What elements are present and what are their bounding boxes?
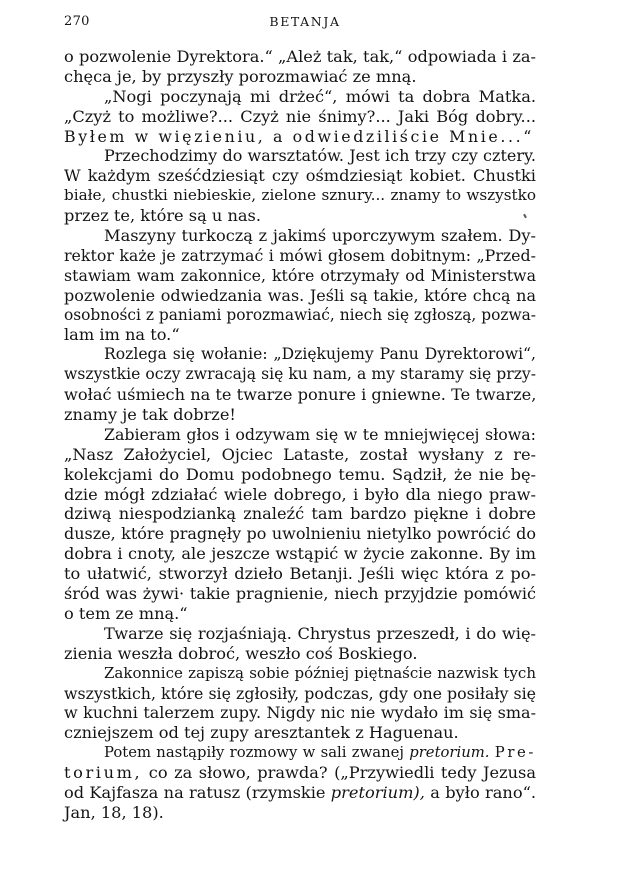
text-line bbox=[64, 783, 536, 803]
italic-term: pretorium), bbox=[330, 782, 425, 802]
text-line bbox=[64, 763, 536, 783]
text-line bbox=[64, 743, 536, 763]
text-line: osobności z paniami porozmawiać, niech się zgłoszą, pozwa- bbox=[64, 305, 536, 324]
text-line: „Nogi poczynają mi drżeć“, mówi ta dobra Matka. bbox=[104, 86, 536, 106]
paragraph-8 bbox=[64, 664, 536, 744]
text-line: kolekcjami do Domu podobnego temu. Sądził, że nie bę- bbox=[64, 464, 536, 484]
text-line: chęca je, by przyszły porozmawiać ze mną. bbox=[64, 66, 417, 86]
running-head: BETANJA bbox=[269, 14, 341, 29]
text-line: Byłem w więzieniu, a odwiedziliście Mnie...“ bbox=[64, 126, 534, 146]
text-line: Zabieram głos i odzywam się w te mniejwięcej słowa: bbox=[104, 424, 536, 444]
text-line: białe, chustki niebieskie, zielone sznury... znamy to wszystko bbox=[64, 186, 536, 205]
italic-term: pretorium. bbox=[409, 744, 490, 762]
text-line: lam im na to.“ bbox=[64, 325, 180, 345]
text-line: „Czyż to możliwe?... Czyż nie śnimy?... Jaki Bóg dobry... bbox=[64, 106, 536, 126]
text-span: Potem nastąpiły rozmowy w sali zwanej bbox=[104, 744, 404, 762]
text-line: Rozlega się wołanie: „Dziękujemy Panu Dyrektorowi“, bbox=[104, 345, 536, 364]
text-line: dziwą niespodzianką znaleźć tam bardzo piękne i dobre bbox=[64, 504, 536, 524]
text-line: „Nasz Założyciel, Ojciec Lataste, został wysłany z re- bbox=[64, 444, 536, 464]
paragraph-3 bbox=[64, 146, 536, 226]
paragraph-5 bbox=[64, 345, 536, 425]
paragraph-6 bbox=[64, 425, 536, 624]
text-line: śród was żywi· takie pragnienie, niech przyjdzie pomówić bbox=[64, 584, 536, 604]
text-line: wszystkich, które się zgłosiły, podczas, gdy one posiłały się bbox=[64, 683, 536, 703]
text-line: w kuchni talerzem zupy. Nigdy nic nie wydało im się sma- bbox=[64, 703, 536, 723]
page-header bbox=[64, 14, 536, 34]
text-line: przez te, które są u nas. bbox=[64, 206, 261, 226]
paragraph-4 bbox=[64, 226, 536, 345]
text-span: a było rano“. bbox=[430, 782, 536, 802]
text-line: o pozwolenie Dyrektora.“ „Ależ tak, tak,“ odpowiada i za- bbox=[64, 47, 536, 66]
text-line: o tem ze mną.“ bbox=[64, 603, 188, 623]
text-line: pozwolenie odwiedzania was. Jeśli są takie, które chcą na bbox=[64, 285, 536, 305]
text-span: torium, bbox=[64, 763, 143, 783]
page-number: 270 bbox=[64, 14, 90, 29]
text-line: wszystkie oczy zwracają się ku nam, a my staramy się przy- bbox=[64, 365, 536, 384]
text-line: to ułatwić, stworzył dzieło Betanji. Jeśli więc która z po- bbox=[64, 564, 536, 584]
text-line: zienia weszła dobroć, weszło coś Boskiego. bbox=[64, 643, 418, 663]
text-line: znamy je tak dobrze! bbox=[64, 405, 236, 425]
text-line: Jan, 18, 18). bbox=[64, 802, 164, 822]
text-line: stawiam wam zakonnice, które otrzymały od Ministerstwa bbox=[64, 265, 536, 285]
text-line: Zakonnice zapiszą sobie później piętnaście nazwisk tych bbox=[104, 663, 536, 682]
text-line: W każdym sześćdziesiąt czy ośmdziesiąt kobiet. Chustki bbox=[64, 166, 536, 186]
body-text bbox=[64, 47, 536, 823]
text-line: czniejszem od tej zupy aresztantek z Haguenau. bbox=[64, 723, 459, 743]
paragraph-2 bbox=[64, 87, 536, 147]
text-line: rektor każe je zatrzymać i mówi głosem dobitnym: „Przed- bbox=[64, 245, 536, 265]
text-line: dobra i cnoty, ale jeszcze wstąpić w życie zakonne. By im bbox=[64, 544, 536, 564]
paragraph-7 bbox=[64, 624, 536, 664]
text-line: dusze, które pragnęły po uwolnieniu nietylko powrócić do bbox=[64, 524, 536, 544]
text-span: od Kajfasza na ratusz (rzymskie bbox=[64, 782, 326, 802]
text-line: dzie mógł zdziałać wiele dobrego, i było dla niego praw- bbox=[64, 484, 536, 504]
text-line: Przechodzimy do warsztatów. Jest ich trzy czy cztery. bbox=[104, 146, 536, 166]
text-span: Pre- bbox=[494, 744, 536, 762]
text-line: Twarze się rozjaśniają. Chrystus przeszedł, i do wię- bbox=[104, 623, 536, 643]
paragraph-9 bbox=[64, 743, 536, 823]
text-span: co za słowo, prawda? („Przywiedli tedy Jezusa bbox=[148, 763, 536, 783]
paragraph-1 bbox=[64, 47, 536, 87]
text-line: wołać uśmiech na te twarze ponure i gniewne. Te twarze, bbox=[64, 385, 537, 405]
text-line: Maszyny turkoczą z jakimś uporczywym szałem. Dy- bbox=[104, 226, 536, 246]
